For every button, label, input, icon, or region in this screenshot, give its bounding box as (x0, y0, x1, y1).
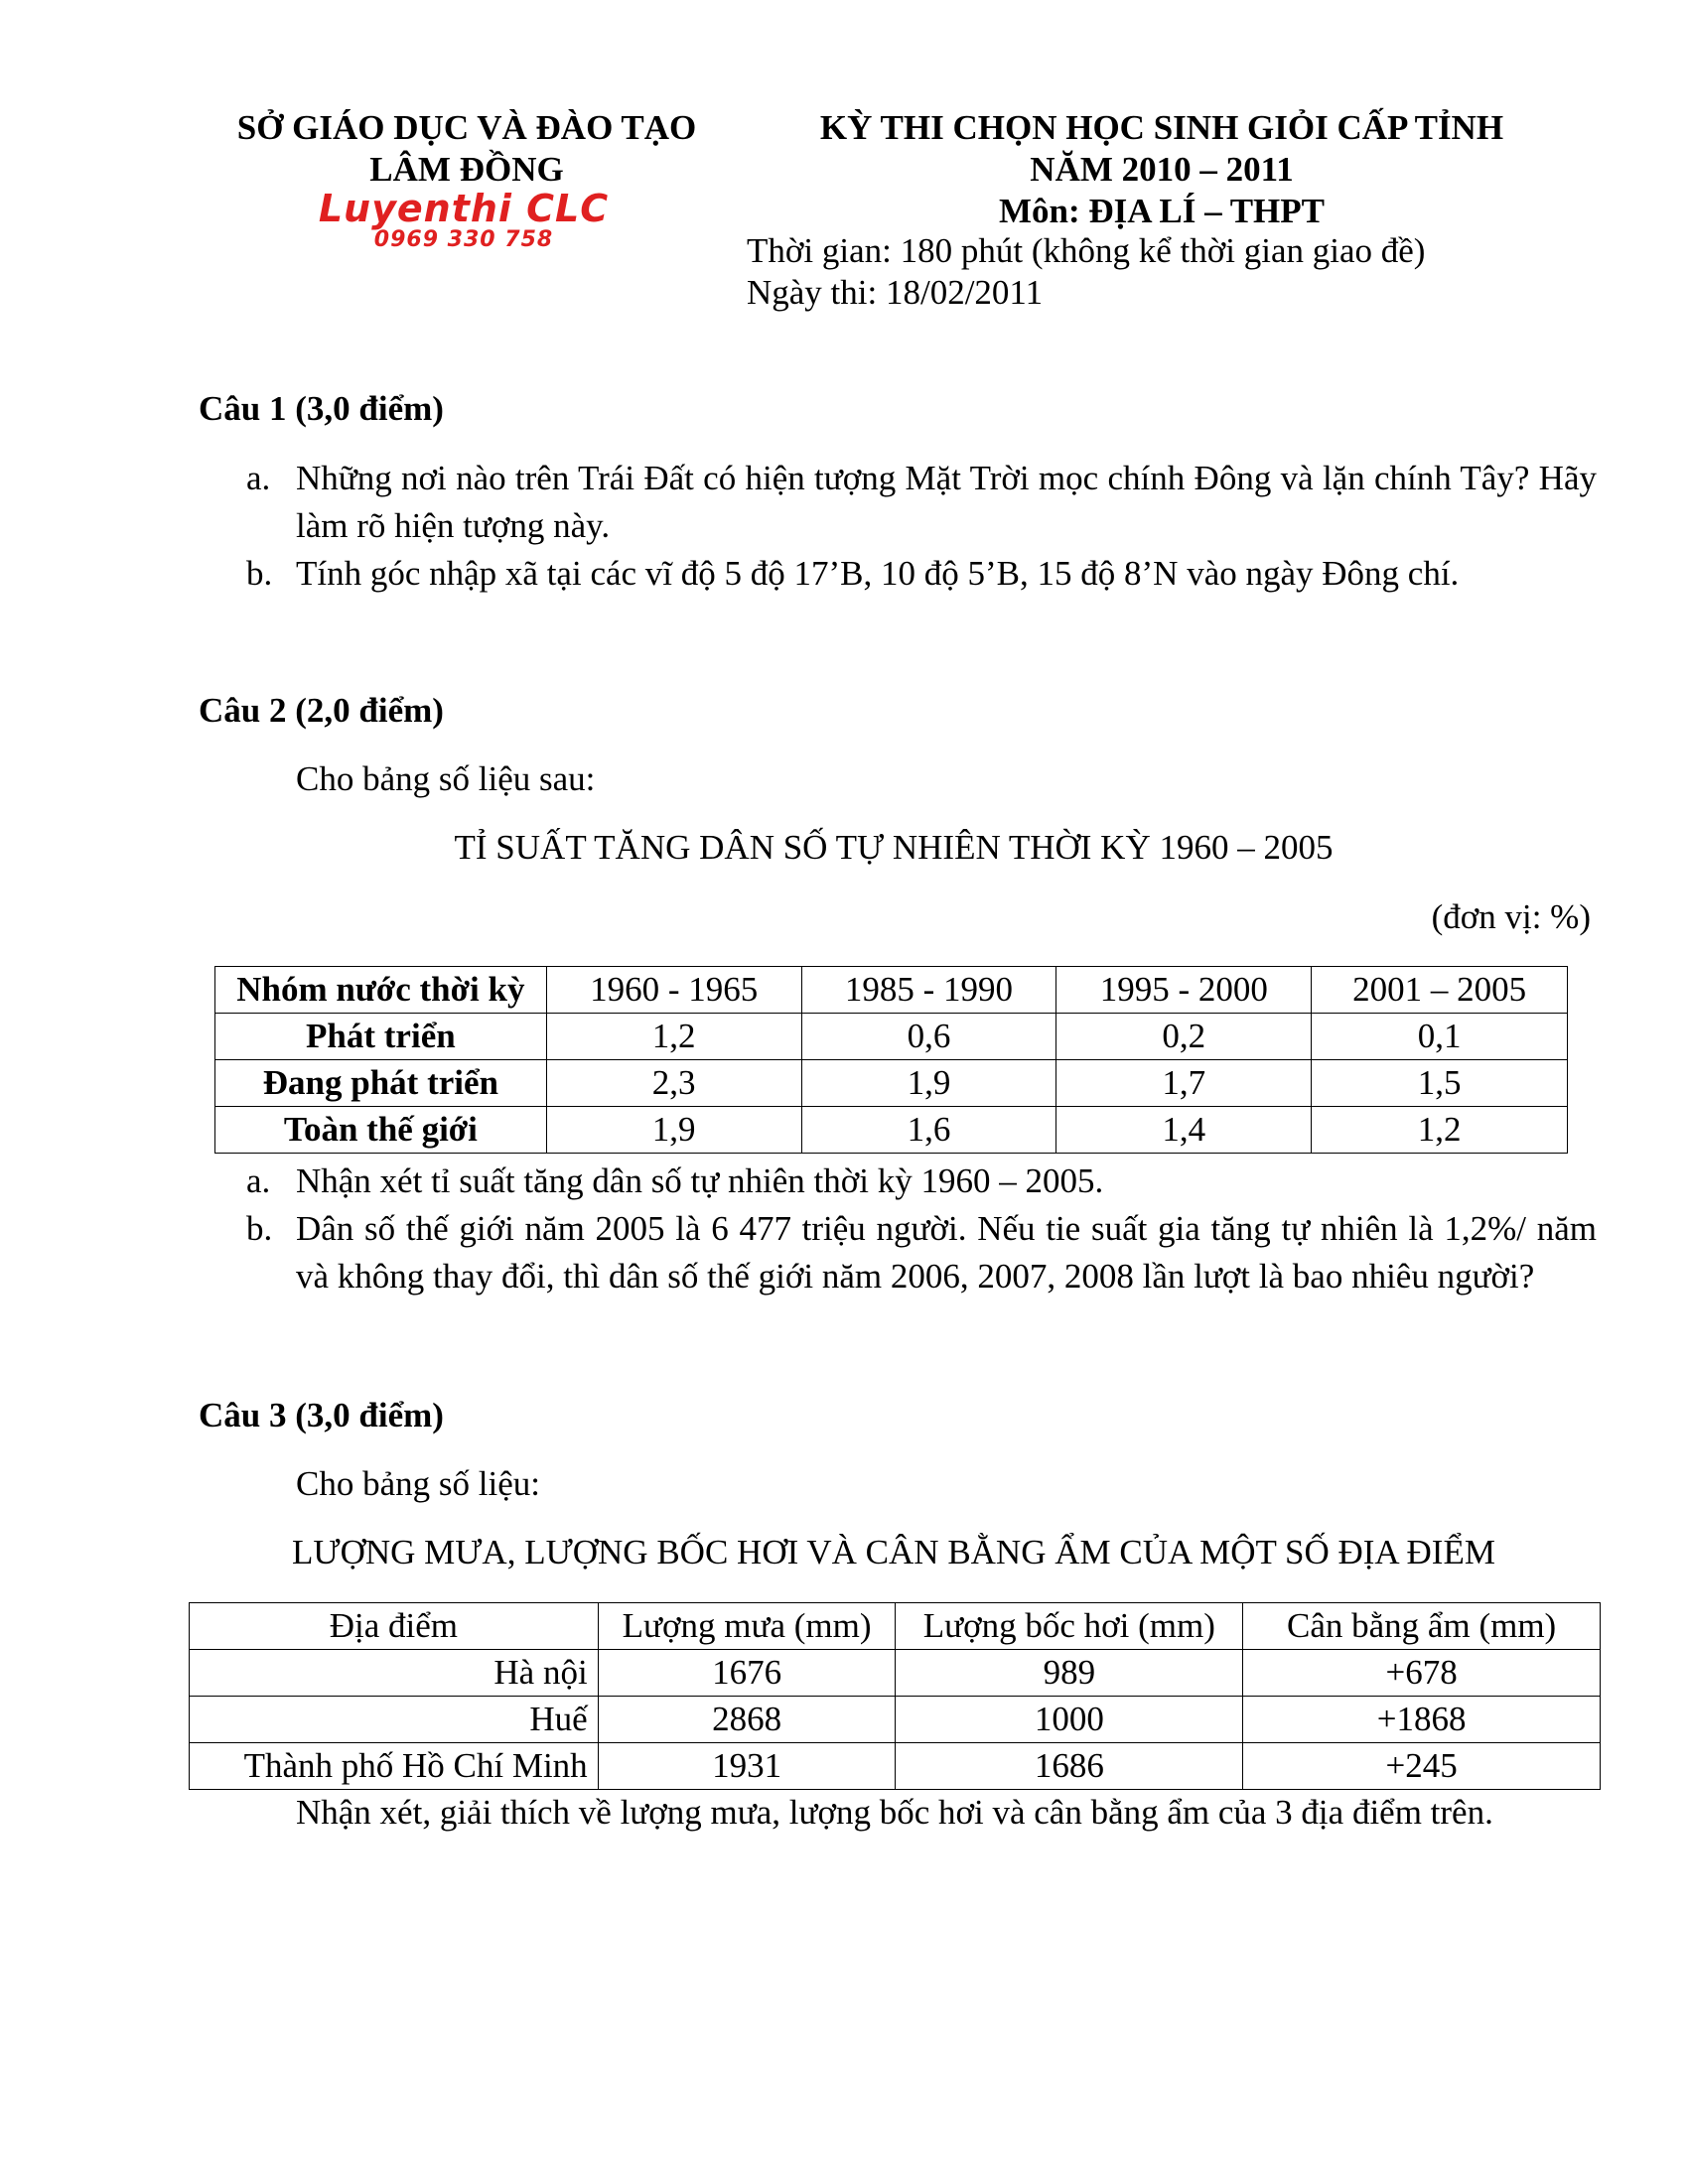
table-cell: 1000 (896, 1697, 1243, 1743)
population-growth-table (214, 966, 1568, 1154)
exam-date: Ngày thi: 18/02/2011 (747, 273, 1044, 312)
exam-name: KỲ THI CHỌN HỌC SINH GIỎI CẤP TỈNH (819, 108, 1504, 147)
question-3-closing: Nhận xét, giải thích về lượng mưa, lượng bốc hơi và cân bằng ẩm của 3 địa điểm trên. (296, 1793, 1493, 1832)
table-row (190, 1697, 1601, 1743)
table-row (215, 1014, 1568, 1060)
question-2-title: Câu 2 (2,0 điểm) (199, 691, 444, 730)
table-cell: 1,9 (801, 1060, 1056, 1107)
table-cell: 0,6 (801, 1014, 1056, 1060)
question-3-intro: Cho bảng số liệu: (296, 1464, 540, 1503)
row-label: Huế (190, 1697, 599, 1743)
table-row (190, 1650, 1601, 1697)
item-text: Dân số thế giới năm 2005 là 6 477 triệu người. Nếu tie suất gia tăng tự nhiên là 1,2%/ năm và không thay đổi, thì dân số thế giới năm 2006, 2007, 2008 lần lượt là bao nhiêu người? (296, 1209, 1597, 1296)
header-cell: 1985 - 1990 (801, 967, 1056, 1014)
question-2a (246, 1158, 1597, 1205)
province-name: LÂM ĐỒNG (369, 150, 564, 189)
table-cell: 1,6 (801, 1107, 1056, 1154)
table-cell: 1,4 (1056, 1107, 1312, 1154)
item-label: a. (246, 1161, 271, 1200)
logo-phone: 0969 330 758 (373, 227, 554, 252)
table-header-row (215, 967, 1568, 1014)
issuing-authority (199, 107, 735, 191)
item-text: Nhận xét tỉ suất tăng dân số tự nhiên thời kỳ 1960 – 2005. (296, 1161, 1104, 1200)
table-cell: 1676 (598, 1650, 896, 1697)
row-label: Thành phố Hồ Chí Minh (190, 1743, 599, 1790)
table-cell: 1,9 (546, 1107, 801, 1154)
question-2b (246, 1205, 1597, 1300)
item-label: b. (246, 554, 273, 593)
table-cell: 2,3 (546, 1060, 801, 1107)
exam-info (747, 230, 1640, 314)
row-label: Toàn thế giới (215, 1107, 547, 1154)
question-1b (246, 550, 1597, 598)
question-1a (246, 455, 1597, 550)
question-1-title: Câu 1 (3,0 điểm) (199, 389, 444, 428)
header-cell: 1960 - 1965 (546, 967, 801, 1014)
question-2-intro: Cho bảng số liệu sau: (296, 759, 596, 798)
item-label: b. (246, 1209, 273, 1248)
header-cell: 2001 – 2005 (1312, 967, 1568, 1014)
table-header-row (190, 1603, 1601, 1650)
table-cell: 2868 (598, 1697, 896, 1743)
table-cell: +245 (1243, 1743, 1601, 1790)
exam-duration: Thời gian: 180 phút (không kể thời gian giao đề) (747, 231, 1426, 270)
table-1-title: TỈ SUẤT TĂNG DÂN SỐ TỰ NHIÊN THỜI KỲ 1960 – 2005 (454, 828, 1334, 867)
item-text: Những nơi nào trên Trái Đất có hiện tượng Mặt Trời mọc chính Đông và lặn chính Tây? Hãy làm rõ hiện tượng này. (296, 459, 1597, 545)
header-cell: Lượng mưa (mm) (598, 1603, 896, 1650)
header-cell: Nhóm nước thời kỳ (215, 967, 547, 1014)
table-cell: 1686 (896, 1743, 1243, 1790)
exam-year: NĂM 2010 – 2011 (1030, 150, 1294, 189)
question-3-title: Câu 3 (3,0 điểm) (199, 1396, 444, 1434)
header-cell: 1995 - 2000 (1056, 967, 1312, 1014)
table-row (215, 1107, 1568, 1154)
table-row (190, 1743, 1601, 1790)
item-text: Tính góc nhập xã tại các vĩ độ 5 độ 17’B, 10 độ 5’B, 15 độ 8’N vào ngày Đông chí. (296, 554, 1460, 593)
table-2-title: LƯỢNG MƯA, LƯỢNG BỐC HƠI VÀ CÂN BẰNG ẨM CỦA MỘT SỐ ĐỊA ĐIỂM (292, 1533, 1495, 1571)
row-label: Hà nội (190, 1650, 599, 1697)
table-cell: 0,2 (1056, 1014, 1312, 1060)
rainfall-evaporation-table (189, 1602, 1601, 1790)
table-cell: 1,5 (1312, 1060, 1568, 1107)
table-cell: +678 (1243, 1650, 1601, 1697)
table-1-unit: (đơn vị: %) (1431, 897, 1591, 936)
table-cell: 1,2 (1312, 1107, 1568, 1154)
department-name: SỞ GIÁO DỤC VÀ ĐÀO TẠO (236, 108, 697, 147)
header-cell: Cân bằng ẩm (mm) (1243, 1603, 1601, 1650)
exam-heading (755, 107, 1569, 232)
table-cell: +1868 (1243, 1697, 1601, 1743)
header-cell: Lượng bốc hơi (mm) (896, 1603, 1243, 1650)
header-cell: Địa điểm (190, 1603, 599, 1650)
table-cell: 989 (896, 1650, 1243, 1697)
table-cell: 1,2 (546, 1014, 801, 1060)
row-label: Phát triển (215, 1014, 547, 1060)
watermark-logo (310, 189, 618, 258)
item-label: a. (246, 459, 271, 497)
row-label: Đang phát triển (215, 1060, 547, 1107)
logo-title: Luyenthi CLC (318, 187, 610, 230)
table-cell: 0,1 (1312, 1014, 1568, 1060)
table-cell: 1931 (598, 1743, 896, 1790)
table-cell: 1,7 (1056, 1060, 1312, 1107)
exam-subject: Môn: ĐỊA LÍ – THPT (998, 192, 1326, 230)
table-row (215, 1060, 1568, 1107)
